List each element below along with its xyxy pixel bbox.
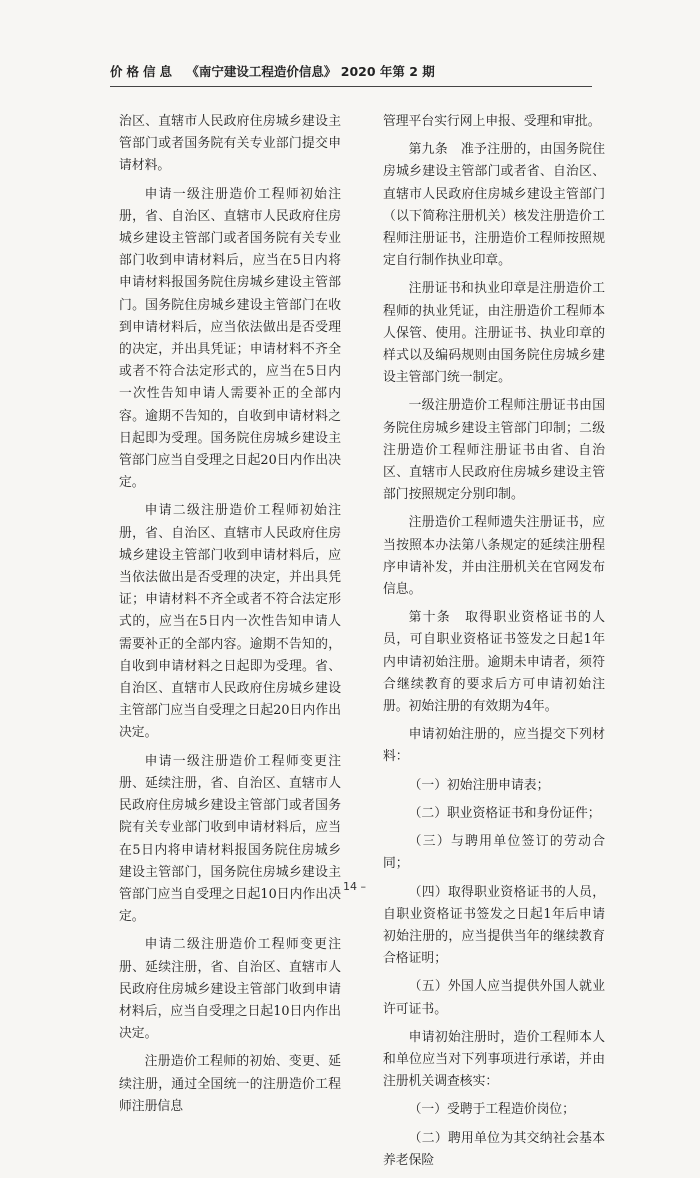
article-10: 第十条 取得职业资格证书的人员，可自职业资格证书签发之日起1年内申请初始注册。逾期未申请者，须符合继续教育的要求后方可申请初始注册。初始注册的有效期为4年。 — [383, 610, 605, 715]
paragraph: 申请一级注册造价工程师变更注册、延续注册，省、自治区、直辖市人民政府住房城乡建设主管部门或者国务院有关专业部门收到申请材料后，应当在5日内将申请材料报国务院住房城乡建设主管部门，国务院住房城乡建设主管部门应当自受理之日起10日内作出决定。 — [119, 753, 341, 925]
running-header — [110, 62, 592, 80]
right-column — [383, 111, 605, 1178]
page-number: – 14 – — [334, 880, 366, 893]
paragraph: 申请二级注册造价工程师变更注册、延续注册，省、自治区、直辖市人民政府住房城乡建设主管部门收到申请材料后，应当自受理之日起10日内作出决定。 — [119, 937, 341, 1042]
list-item: （三）与聘用单位签订的劳动合同； — [383, 834, 605, 872]
paragraph: 管理平台实行网上申报、受理和审批。 — [383, 114, 601, 129]
paragraph: 一级注册造价工程师注册证书由国务院住房城乡建设主管部门印制；二级注册造价工程师注册证书由省、自治区、直辖市人民政府住房城乡建设主管部门按照规定分别印制。 — [383, 398, 605, 503]
article-9: 第九条 准予注册的，由国务院住房城乡建设主管部门或者省、自治区、直辖市人民政府住房城乡建设主管部门（以下简称注册机关）核发注册造价工程师注册证书，注册造价工程师按照规定自行制作执业印章。 — [383, 142, 605, 269]
paragraph: 申请二级注册造价工程师初始注册，省、自治区、直辖市人民政府住房城乡建设主管部门收到申请材料后，应当依法做出是否受理的决定，并出具凭证；申请材料不齐全或者不符合法定形式的，应当在5日内一次性告知申请人需要补正的全部内容。逾期不告知的，自收到申请材料之日起即为受理。省、自治区、直辖市人民政府住房城乡建设主管部门应当自受理之日起20日内作出决定。 — [119, 503, 341, 741]
paragraph: 申请初始注册的，应当提交下列材料： — [383, 727, 605, 765]
list-item: （二）聘用单位为其交纳社会基本养老保险 — [383, 1130, 605, 1168]
list-item: （四）取得职业资格证书的人员，自职业资格证书签发之日起1年后申请初始注册的，应当提供当年的继续教育合格证明； — [383, 884, 605, 967]
header-publication: 《南宁建设工程造价信息》 — [186, 64, 337, 79]
paragraph: 申请初始注册时，造价工程师本人和单位应当对下列事项进行承诺，并由注册机关调查核实： — [383, 1029, 605, 1090]
list-item: （一）受聘于工程造价岗位； — [408, 1102, 575, 1118]
header-rule — [110, 86, 592, 87]
header-label: 价格信息 — [110, 64, 177, 79]
list-item: （五）外国人应当提供外国人就业许可证书。 — [383, 979, 605, 1017]
paragraph: 治区、直辖市人民政府住房城乡建设主管部门或者国务院有关专业部门提交申请材料。 — [119, 114, 341, 174]
left-column — [119, 111, 341, 1124]
header-issue: 2020 年第 2 期 — [340, 64, 435, 79]
paragraph: 注册造价工程师的初始、变更、延续注册，通过全国统一的注册造价工程师注册信息 — [119, 1054, 341, 1114]
paragraph: 注册造价工程师遗失注册证书，应当按照本办法第八条规定的延续注册程序申请补发，并由注册机关在官网发布信息。 — [383, 515, 605, 598]
list-item: （一）初始注册申请表； — [408, 777, 550, 793]
list-item: （二）职业资格证书和身份证件； — [408, 805, 601, 821]
paragraph: 注册证书和执业印章是注册造价工程师的执业凭证，由注册造价工程师本人保管、使用。注册证书、执业印章的样式以及编码规则由国务院住房城乡建设主管部门统一制定。 — [383, 281, 605, 386]
paragraph: 申请一级注册造价工程师初始注册，省、自治区、直辖市人民政府住房城乡建设主管部门或者国务院有关专业部门收到申请材料后，应当在5日内将申请材料报国务院住房城乡建设主管部门。国务院住房城乡建设主管部门在收到申请材料后，应当依法做出是否受理的决定，并出具凭证；申请材料不齐全或者不符合法定形式的，应当在5日内一次性告知申请人需要补正的全部内容。逾期不告知的，自收到申请材料之日起即为受理。国务院住房城乡建设主管部门应当自受理之日起20日内作出决定。 — [119, 186, 341, 491]
